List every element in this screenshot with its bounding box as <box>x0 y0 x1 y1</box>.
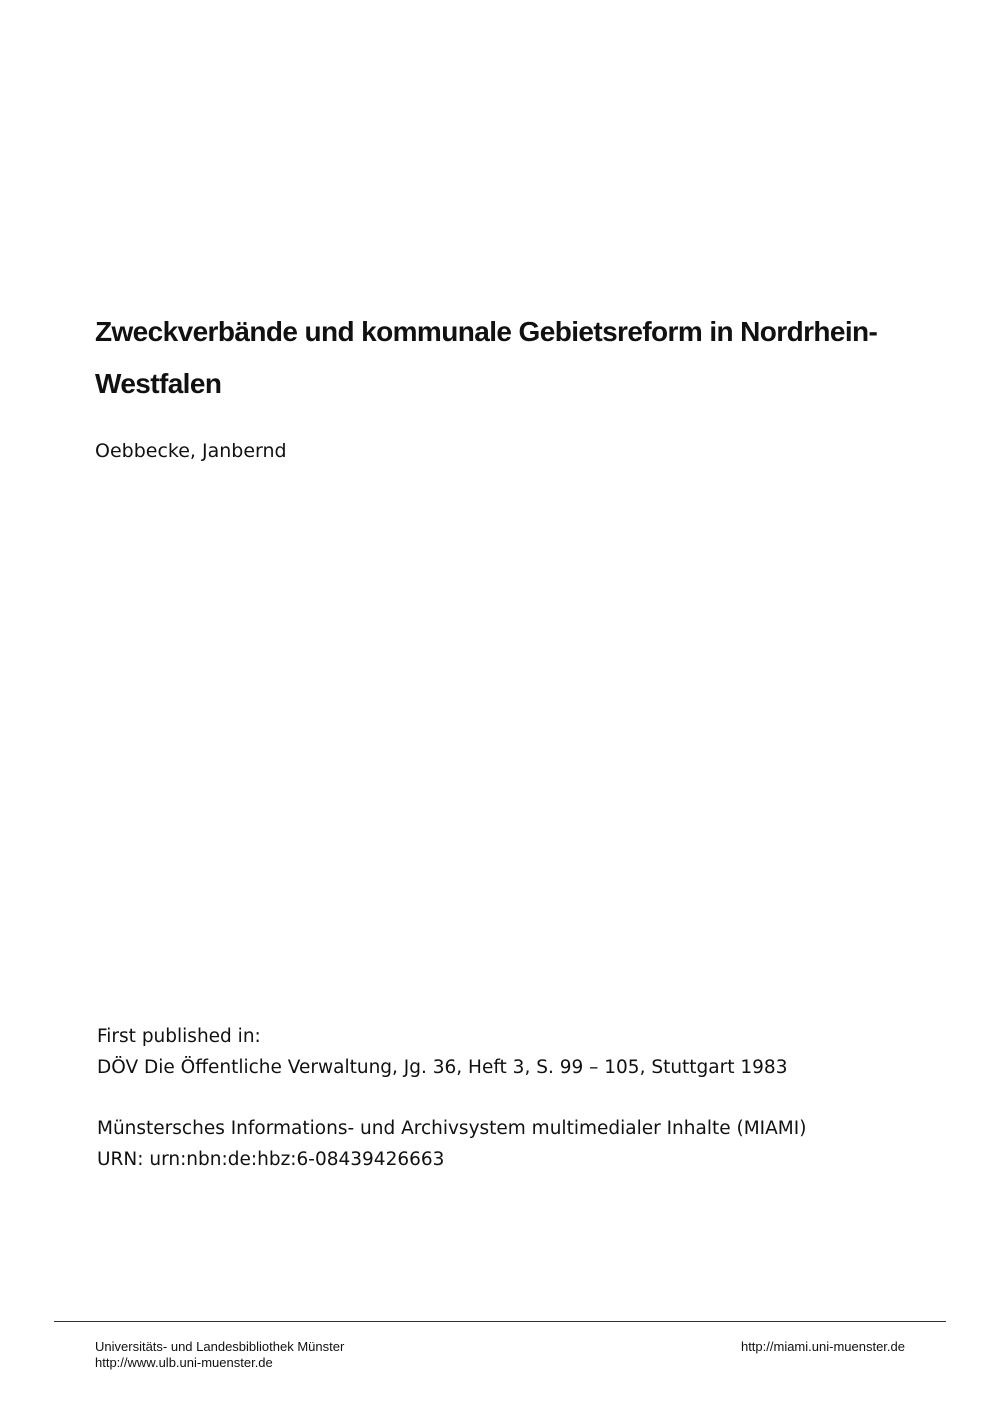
document-author: Oebbecke, Janbernd <box>95 440 287 462</box>
document-title: Zweckverbände und kommunale Gebietsreform in Nordrhein-Westfalen <box>95 316 878 399</box>
footer-library-url[interactable]: http://www.ulb.uni-muenster.de <box>95 1355 273 1370</box>
repository-name: Münstersches Informations- und Archivsystem multimedialer Inhalte (MIAMI) <box>97 1118 807 1139</box>
footer-library-name: Universitäts- und Landesbibliothek Münster <box>95 1339 345 1354</box>
spacer <box>97 1083 917 1113</box>
footer-repository-url[interactable]: http://miami.uni-muenster.de <box>740 1339 905 1354</box>
footer-library-info <box>95 1339 344 1371</box>
footer-divider <box>54 1321 946 1322</box>
urn-identifier: URN: urn:nbn:de:hbz:6-08439426663 <box>97 1149 445 1170</box>
publication-citation: DÖV Die Öffentliche Verwaltung, Jg. 36, Heft 3, S. 99 – 105, Stuttgart 1983 <box>97 1057 788 1078</box>
first-published-label: First published in: <box>97 1026 261 1047</box>
publication-info <box>97 1021 917 1175</box>
